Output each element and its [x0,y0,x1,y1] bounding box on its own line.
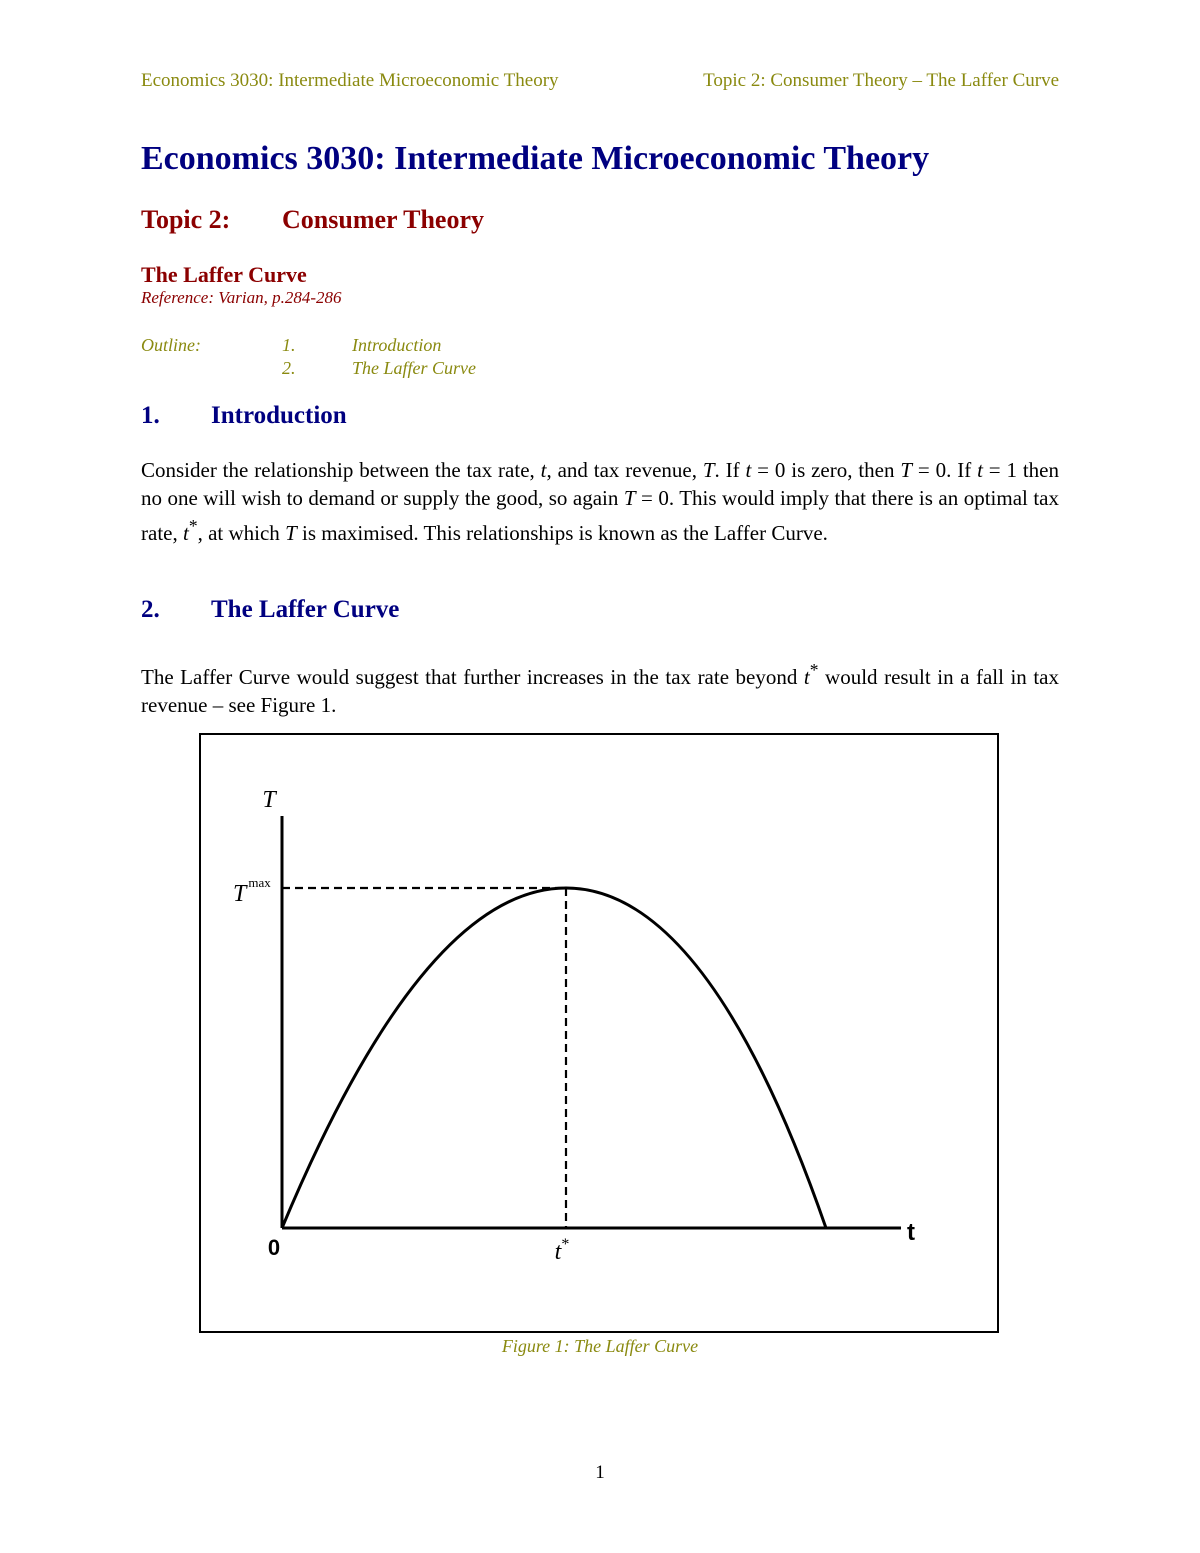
text-run: = 0. This would imply that there is an optimal tax rate, [141,486,1060,545]
topic-heading [141,205,484,235]
math-var: t [977,458,983,482]
tmax-label-superscript: max [248,875,271,890]
math-superscript: * [809,660,819,680]
section-heading-laffer-curve [141,596,399,624]
math-var: t [745,458,752,482]
text-run: = 1 then no one will wish to demand or supply the good, so again [141,458,1059,510]
math-var: t [540,458,547,482]
y-axis-label: T [262,787,276,813]
laffer-curve-paragraph [141,656,1059,719]
page-number: 1 [595,1462,605,1483]
laffer-curve-diagram [201,735,997,1331]
math-superscript: * [188,516,198,536]
text-run: , and tax revenue, [546,458,703,482]
tstar-label [555,1236,570,1265]
section-title: The Laffer Curve [211,596,400,623]
running-header-right: Topic 2: Consumer Theory – The Laffer Curve [703,70,1059,91]
laffer-curve-line [282,888,826,1228]
origin-label: 0 [267,1235,281,1260]
math-var: T [900,458,913,482]
outline-label: Outline: [141,335,201,355]
text-run: would result in a fall in tax revenue – see Figure 1. [141,665,1059,717]
outline-item-number: 1. [282,335,296,355]
text-run: = 0. If [912,458,978,482]
document-title: Economics 3030: Intermediate Microeconomic Theory [141,140,930,177]
math-var: T [285,521,297,545]
figure-laffer-curve [199,733,999,1333]
math-var: t [182,521,189,545]
text-run: The Laffer Curve would suggest that further increases in the tax rate beyond [141,665,804,689]
outline-label-spacer [141,357,282,380]
math-var: T [702,458,715,482]
outline [141,334,476,380]
math-var: T [623,486,636,510]
outline-item-text: The Laffer Curve [352,358,476,378]
text-run: . If [714,458,746,482]
tmax-label [233,875,271,907]
section-heading-introduction [141,402,347,430]
introduction-paragraph [141,456,1059,547]
section-title: Introduction [211,402,347,429]
tmax-label-base: T [233,881,247,907]
tstar-label-base: t [554,1239,562,1265]
reference-line: Reference: Varian, p.284-286 [141,288,342,307]
x-axis-label: t [907,1219,915,1246]
text-run: = 0 is zero, then [751,458,901,482]
tstar-label-superscript: * [561,1236,570,1253]
text-run: , at which [197,521,286,545]
section-number: 1. [141,402,160,429]
text-run: is maximised. This relationships is known as the Laffer Curve. [296,521,828,545]
text-run: Consider the relationship between the tax rate, [141,458,541,482]
outline-row [141,357,476,380]
topic-name: Consumer Theory [282,205,484,234]
outline-item-text: Introduction [352,335,442,355]
outline-item-number: 2. [282,358,296,378]
outline-row [141,334,476,357]
topic-number: Topic 2: [141,205,231,234]
figure-caption: Figure 1: The Laffer Curve [501,1336,699,1356]
subtopic-heading: The Laffer Curve [141,262,307,287]
math-var: t [803,665,810,689]
running-header [141,70,1059,92]
section-number: 2. [141,596,160,623]
running-header-left: Economics 3030: Intermediate Microeconomic Theory [141,70,559,91]
